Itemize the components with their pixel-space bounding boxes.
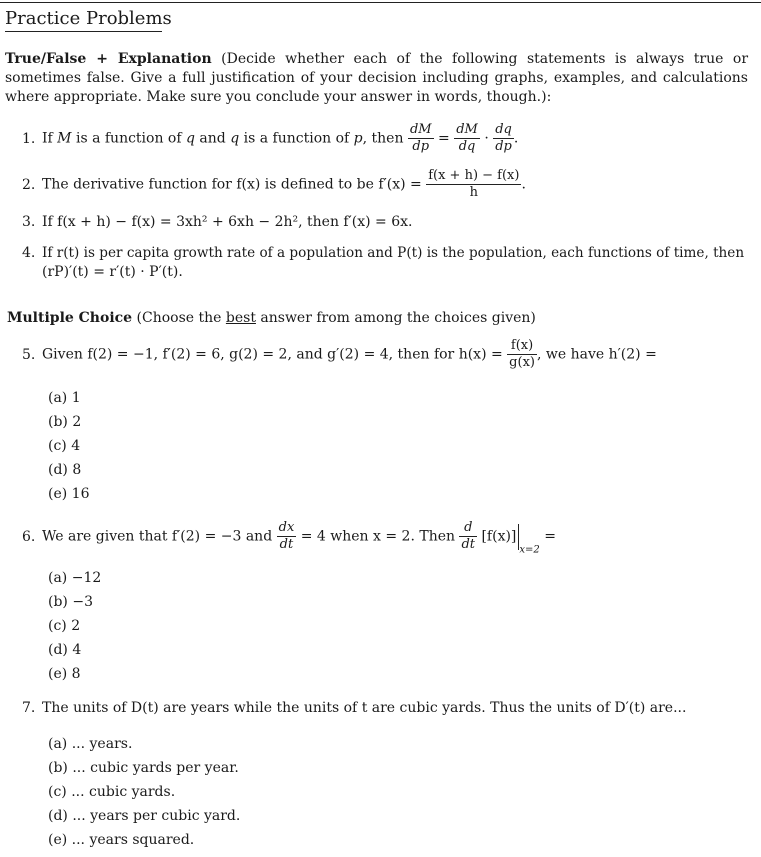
q6-option-d: (d) 4 — [48, 642, 82, 658]
item-number: 5. — [22, 346, 36, 363]
denominator: dq — [458, 139, 476, 154]
denominator: h — [469, 185, 479, 200]
fraction-difference-quotient — [426, 168, 521, 201]
q5-option-b: (b) 2 — [48, 414, 82, 430]
text: The derivative function for f(x) is defined to be f′(x) = — [42, 176, 422, 193]
tf-item-4-line2: (rP)′(t) = r′(t) · P′(t). — [42, 264, 183, 280]
page-title: Practice Problems — [5, 8, 172, 29]
text: The units of D(t) are years while the units of t are cubic yards. Thus the units of D′(t) are... — [42, 700, 687, 716]
text: is a function of — [71, 130, 186, 147]
fraction-dm-dp — [408, 122, 434, 155]
title-underline — [5, 31, 162, 32]
tf-item-3 — [22, 214, 412, 230]
q7-option-d: (d) ... years per cubic yard. — [48, 808, 241, 824]
mc-title: Multiple Choice — [7, 310, 133, 326]
var: q — [186, 130, 195, 147]
numerator: d — [459, 520, 477, 537]
var: M — [57, 130, 72, 147]
q6-option-e: (e) 8 — [48, 666, 81, 682]
var: q — [230, 130, 240, 147]
tf-item-2 — [22, 168, 526, 201]
multiple-choice-heading — [7, 310, 536, 326]
q5-option-a: (a) 1 — [48, 390, 81, 406]
text: and — [194, 130, 231, 147]
item-number: 2. — [22, 176, 36, 193]
text: If — [42, 130, 58, 147]
true-false-instructions — [5, 50, 748, 107]
item-number: 1. — [22, 130, 36, 147]
text: If r(t) is per capita growth rate of a population and P(t) is the population, each functions of time, then — [42, 245, 745, 261]
period: . — [521, 176, 526, 193]
fraction-dx-dt — [277, 520, 297, 553]
equals: = — [438, 130, 450, 147]
numerator: f(x) — [507, 338, 537, 355]
top-rule — [0, 2, 761, 3]
text: If f(x + h) − f(x) = 3xh² + 6xh − 2h², then f′(x) = 6x. — [42, 214, 413, 230]
q7-option-e: (e) ... years squared. — [48, 832, 195, 848]
q5-option-d: (d) 8 — [48, 462, 82, 478]
denominator: dp — [495, 139, 512, 154]
item-number: 7. — [22, 700, 36, 716]
item-number: 6. — [22, 528, 36, 545]
q6-option-c: (c) 2 — [48, 618, 81, 634]
text: answer from among the choices given) — [255, 310, 536, 326]
text: = 4 when x = 2. Then — [300, 528, 456, 545]
q7-option-b: (b) ... cubic yards per year. — [48, 760, 239, 776]
text: = — [544, 528, 556, 545]
fraction-d-dt — [459, 520, 477, 553]
item-number: 4. — [22, 245, 36, 261]
q7-option-c: (c) ... cubic yards. — [48, 784, 176, 800]
dot: · — [484, 130, 489, 147]
true-false-instructions-text: (Decide whether each of the following statements is always true or sometimes false. Give a full justification of your decision including graphs, examples, and calculations where appropriate. Make sure you conclude your answer in words, though.): — [5, 51, 749, 105]
text: is a function of — [239, 130, 354, 147]
underlined-word: best — [225, 310, 256, 326]
mc-question-6 — [22, 520, 556, 556]
numerator: dM — [456, 122, 478, 137]
numerator: dq — [495, 122, 512, 137]
fraction-f-over-g — [507, 338, 537, 371]
denominator: dt — [279, 537, 294, 552]
mc-question-5 — [22, 338, 657, 371]
var: p — [353, 130, 363, 147]
q5-option-c: (c) 4 — [48, 438, 81, 454]
period: . — [513, 130, 519, 147]
numerator: dM — [409, 122, 432, 137]
numerator: f(x + h) − f(x) — [428, 168, 520, 183]
text: Given f(2) = −1, f′(2) = 6, g(2) = 2, and g′(2) = 4, then for h(x) = — [42, 346, 503, 363]
subscript: x=2 — [519, 544, 540, 556]
text: , we have h′(2) = — [536, 346, 657, 363]
denominator: g(x) — [509, 355, 535, 370]
true-false-heading: True/False + Explanation — [5, 51, 212, 67]
text: [f(x)] — [481, 528, 517, 545]
item-number: 3. — [22, 214, 36, 230]
q6-option-a: (a) −12 — [48, 570, 102, 586]
fraction-dq-dp — [493, 122, 514, 155]
fraction-dm-dq — [454, 122, 480, 155]
mc-question-7 — [22, 700, 686, 716]
text: , then — [362, 130, 404, 147]
tf-item-4 — [22, 245, 744, 261]
q7-option-a: (a) ... years. — [48, 736, 133, 752]
denominator: dt — [461, 537, 476, 552]
text: (Choose the — [136, 310, 226, 326]
text: We are given that f′(2) = −3 and — [42, 528, 273, 545]
tf-item-1 — [22, 122, 518, 155]
q6-option-b: (b) −3 — [48, 594, 93, 610]
denominator: dp — [412, 139, 430, 154]
numerator: dx — [278, 520, 295, 535]
q5-option-e: (e) 16 — [48, 486, 90, 502]
